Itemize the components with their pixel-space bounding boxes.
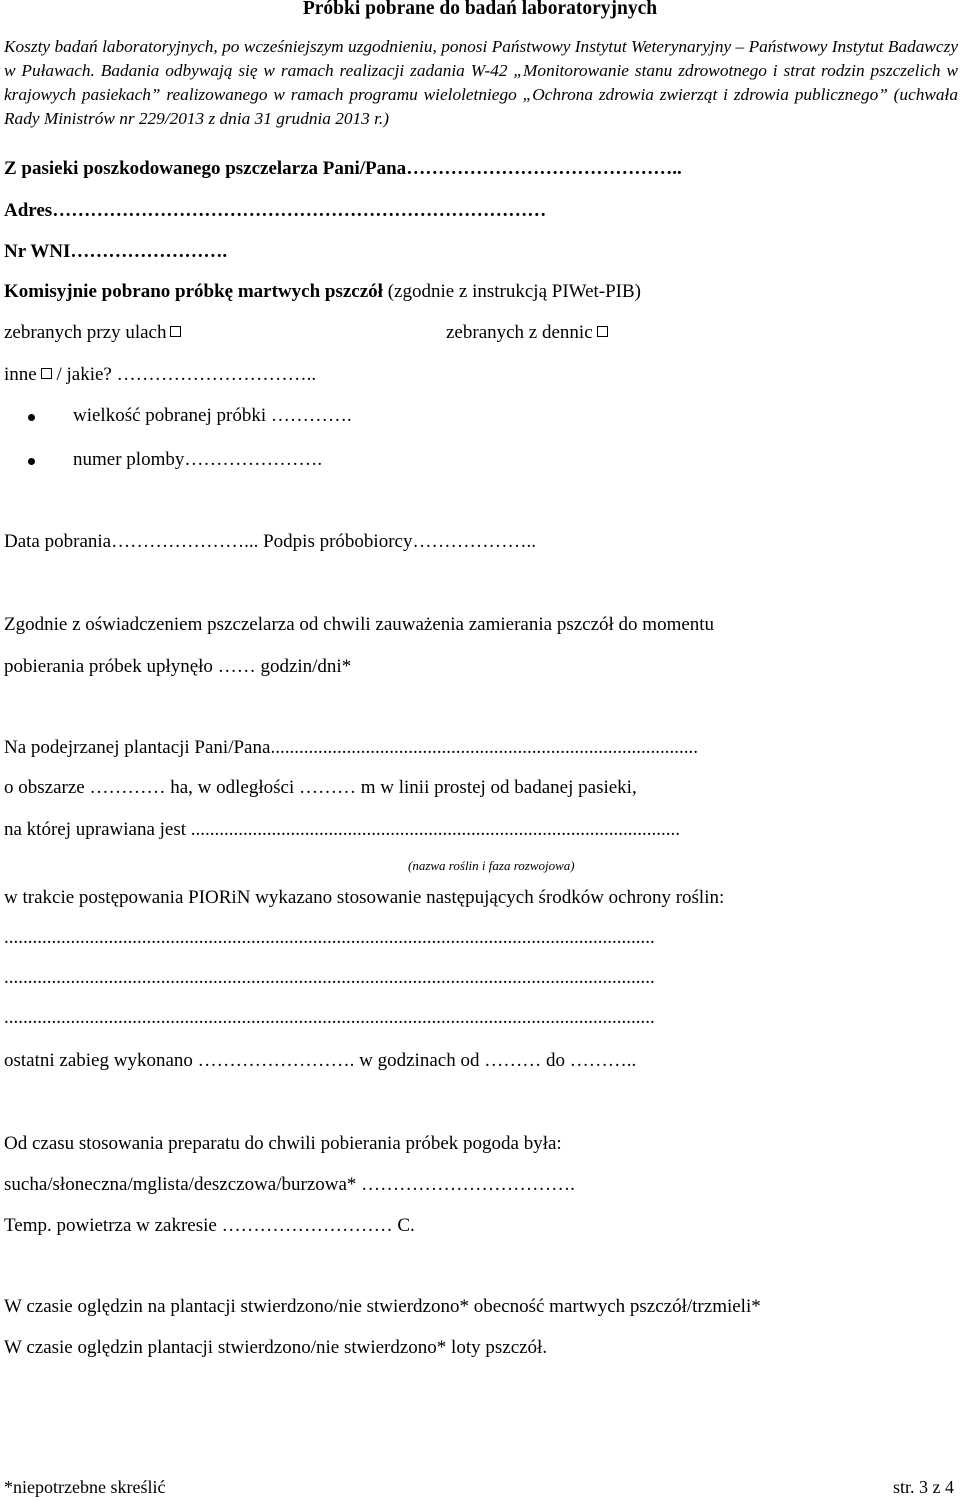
weather-intro: Od czasu stosowania preparatu do chwili pobierania próbek pogoda była:: [4, 1133, 562, 1154]
apiary-owner-field[interactable]: ……………………………………..: [406, 158, 682, 179]
weather-line: [4, 1174, 575, 1196]
statement-line-1: Zgodnie z oświadczeniem pszczelarza od chwili zauważenia zamierania pszczół do momentu: [4, 614, 715, 635]
area-label: o obszarze: [4, 777, 85, 798]
wni-field[interactable]: …………………….: [70, 241, 228, 262]
seal-number-label: numer plomby: [73, 449, 185, 470]
hours-from-field[interactable]: ………: [484, 1050, 542, 1071]
distance-field[interactable]: ………: [298, 777, 356, 798]
statement-elapsed-field[interactable]: ……: [217, 656, 256, 677]
wni-label: Nr WNI: [4, 241, 71, 262]
hours-to-field[interactable]: ………..: [569, 1050, 637, 1071]
plantation-owner-field[interactable]: ..........................................................................................: [270, 737, 698, 758]
checkbox-traps[interactable]: [597, 326, 608, 337]
weather-field[interactable]: …………………………….: [361, 1174, 575, 1195]
option-traps: [446, 322, 608, 344]
plantation-owner-line: [4, 737, 698, 759]
area-distance-line: [4, 777, 637, 799]
apiary-owner-line: [4, 158, 682, 180]
temperature-label: Temp. powietrza w zakresie: [4, 1215, 217, 1236]
signature-label: Podpis próbobiorcy: [263, 531, 413, 552]
distance-suffix: m w linii prostej od badanej pasieki,: [360, 777, 637, 798]
hours-to-label: do: [545, 1050, 565, 1071]
intro-paragraph: Koszty badań laboratoryjnych, po wcześniejszym uzgodnieniu, ponosi Państwowy Instytut Weterynaryjny – Państwowy Instytut Badawczy w Puławach. Badania odbywają się w ramach realizacji zadania W-42 „Monitorowanie stanu zdrowotnego i strat rodzin pszczelich w krajowych pasiekach” realizowanego w ramach programu wieloletniego „Ochrona zdrowia zwierząt i zdrowia publicznego” (uchwała Rady Ministrów nr 229/2013 z dnia 31 grudnia 2013 r.): [4, 37, 958, 128]
sample-heading-note: (zgodnie z instrukcją PIWet-PIB): [387, 281, 642, 302]
checkbox-hives[interactable]: [170, 326, 181, 337]
crop-hint: (nazwa roślin i faza rozwojowa): [408, 858, 575, 873]
footer-note: *niepotrzebne skreślić: [4, 1477, 166, 1497]
sample-size-field[interactable]: ………….: [270, 405, 352, 426]
crop-label: na której uprawiana jest: [4, 819, 187, 840]
plantation-owner-label: Na podejrzanej plantacji Pani/Pana: [4, 737, 271, 758]
bullet-icon: [28, 414, 35, 421]
sample-size-label: wielkość pobranej próbki: [73, 405, 267, 426]
seal-number-line: [73, 449, 322, 471]
address-field[interactable]: ……………………………………………………………………: [52, 200, 547, 221]
area-unit: ha, w odległości: [170, 777, 295, 798]
last-treatment-line: [4, 1050, 636, 1072]
fill-line[interactable]: .........................................................................................................................................: [4, 1007, 655, 1028]
area-field[interactable]: …………: [89, 777, 166, 798]
temperature-unit: C.: [397, 1215, 415, 1236]
fill-line[interactable]: .........................................................................................................................................: [4, 967, 655, 988]
sample-heading: [4, 281, 641, 303]
wni-line: [4, 241, 227, 263]
statement-elapsed-label: pobierania próbek upłynęło: [4, 656, 213, 677]
page-number: str. 3 z 4: [893, 1477, 954, 1497]
statement-elapsed-unit: godzin/dni*: [260, 656, 352, 677]
statement-line-2: [4, 656, 351, 678]
option-other-field[interactable]: / jakie? …………………………..: [56, 364, 317, 385]
fill-line[interactable]: .........................................................................................................................................: [4, 927, 655, 948]
crop-field[interactable]: .......................................................................................................: [190, 819, 681, 840]
checkbox-other[interactable]: [41, 368, 52, 379]
option-hives-label: zebranych przy ulach: [4, 322, 167, 343]
apiary-owner-label: Z pasieki poszkodowanego pszczelarza Pani/Pana: [4, 158, 407, 179]
temperature-field[interactable]: ………………………: [221, 1215, 393, 1236]
last-treatment-field[interactable]: …………………….: [197, 1050, 355, 1071]
option-other: [4, 364, 316, 386]
address-label: Adres: [4, 200, 53, 221]
hours-label: w godzinach od: [359, 1050, 480, 1071]
date-signature-line: Data pobrania…………………... Podpis próbobiorcy………………..: [4, 531, 536, 552]
option-hives: [4, 322, 181, 344]
temperature-line: [4, 1215, 415, 1237]
weather-options: sucha/słoneczna/mglista/deszczowa/burzowa*: [4, 1174, 357, 1195]
piorin-text: w trakcie postępowania PIORiN wykazano stosowanie następujących środków ochrony roślin:: [4, 887, 725, 908]
option-other-label: inne: [4, 364, 37, 385]
option-traps-label: zebranych z dennic: [446, 322, 593, 343]
seal-number-field[interactable]: ………………….: [184, 449, 323, 470]
date-field[interactable]: …………………..: [111, 531, 254, 552]
sample-heading-bold: Komisyjnie pobrano próbkę martwych pszczół: [4, 281, 383, 302]
sample-size-line: [73, 405, 352, 427]
bullet-icon: [28, 458, 35, 465]
signature-field[interactable]: ………………..: [412, 531, 536, 552]
address-line: [4, 200, 546, 222]
inspection-line-2: W czasie oględzin plantacji stwierdzono/nie stwierdzono* loty pszczół.: [4, 1337, 548, 1358]
last-treatment-label: ostatni zabieg wykonano: [4, 1050, 193, 1071]
date-label: Data pobrania: [4, 531, 112, 552]
page-title: Próbki pobrane do badań laboratoryjnych: [302, 0, 658, 19]
crop-line: [4, 819, 680, 841]
inspection-line-1: W czasie oględzin na plantacji stwierdzono/nie stwierdzono* obecność martwych pszczół/trzmieli*: [4, 1296, 761, 1317]
